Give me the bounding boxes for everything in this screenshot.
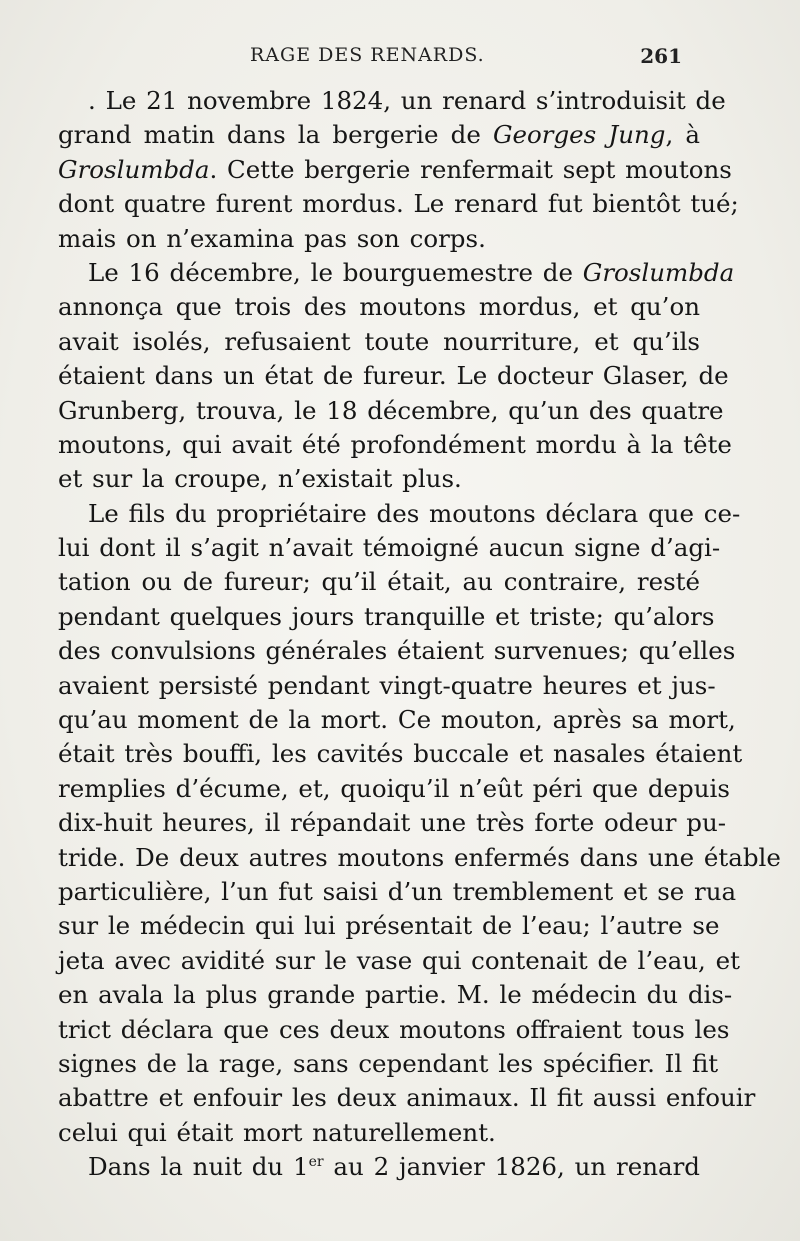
text-segment: lui dont il s’agit n’avait témoigné aucun signe d’agi- (58, 533, 721, 563)
text-line (58, 565, 700, 599)
text-line (58, 978, 733, 1012)
text-segment: des convulsions générales étaient survenues; qu’elles (58, 636, 736, 666)
text-line (58, 703, 736, 737)
text-segment: qu’au moment de la mort. Ce mouton, après sa mort, (58, 705, 736, 735)
text-segment: était très bouffi, les cavités buccale et nasales étaient (58, 739, 743, 769)
italic-name: Groslumbda (58, 154, 210, 184)
text-line (58, 222, 700, 256)
text-segment: tation ou de fureur; qu’il était, au contraire, resté (58, 567, 700, 597)
text-line (58, 909, 720, 943)
text-segment: Le 16 décembre, le bourguemestre de (88, 257, 583, 287)
text-segment: annonça que trois des moutons mordus, et qu’on (58, 292, 700, 322)
text-segment: dix-huit heures, il répandait une très forte odeur pu- (58, 808, 727, 838)
superscript: er (308, 1153, 324, 1170)
text-segment: signes de la rage, sans cependant les spécifier. Il fit (58, 1048, 719, 1078)
text-line (58, 84, 726, 118)
text-line (58, 256, 735, 290)
text-line (58, 153, 732, 187)
text-line (58, 428, 732, 462)
text-line (58, 806, 727, 840)
paragraph (58, 256, 735, 497)
text-segment: avait isolés, refusaient toute nourriture, et qu’ils (58, 326, 700, 356)
text-line (58, 944, 740, 978)
text-line (58, 118, 700, 152)
text-segment: avaient persisté pendant vingt-quatre heures et jus- (58, 670, 716, 700)
text-line (58, 841, 781, 875)
text-line (58, 359, 729, 393)
text-segment: sur le médecin qui lui présentait de l’eau; l’autre se (58, 911, 720, 941)
text-segment: jeta avec avidité sur le vase qui contenait de l’eau, et (58, 945, 740, 975)
text-segment: pendant quelques jours tranquille et triste; qu’alors (58, 601, 715, 631)
text-line (58, 737, 743, 771)
text-segment: grand matin dans la bergerie de (58, 120, 493, 150)
text-segment: mais on n’examina pas son corps. (58, 223, 486, 253)
running-title: RAGE DES RENARDS. (250, 44, 485, 66)
text-line (58, 1150, 700, 1184)
paragraph (58, 1150, 700, 1184)
text-line (58, 290, 700, 324)
text-line (58, 187, 739, 221)
text-line (58, 1081, 756, 1115)
text-line (58, 462, 700, 496)
text-line (58, 325, 700, 359)
text-segment: étaient dans un état de fureur. Le docteur Glaser, de (58, 361, 729, 391)
text-segment: , à (665, 120, 700, 150)
text-line (58, 875, 737, 909)
italic-name: Georges Jung (492, 120, 666, 150)
text-line (58, 531, 721, 565)
text-line (58, 1013, 730, 1047)
italic-name: Groslumbda (582, 257, 735, 287)
text-segment: Grunberg, trouva, le 18 décembre, qu’un des quatre (58, 395, 724, 425)
text-line (58, 634, 736, 668)
text-line (58, 600, 715, 634)
text-segment: moutons, qui avait été profondément mordu à la tête (58, 429, 732, 459)
paragraph (58, 497, 781, 1150)
text-segment: tride. De deux autres moutons enfermés dans une étable (58, 842, 781, 872)
text-segment: particulière, l’un fut saisi d’un tremblement et se rua (58, 876, 737, 906)
text-segment: dont quatre furent mordus. Le renard fut bientôt tué; (58, 189, 739, 219)
text-segment: Le fils du propriétaire des moutons déclara que ce- (88, 498, 741, 528)
page-number: 261 (640, 44, 682, 68)
text-segment: remplies d’écume, et, quoiqu’il n’eût péri que depuis (58, 773, 730, 803)
text-segment: au 2 janvier 1826, un renard (323, 1152, 700, 1182)
text-segment: abattre et enfouir les deux animaux. Il fit aussi enfouir (58, 1083, 756, 1113)
text-segment: . Cette bergerie renfermait sept moutons (209, 154, 732, 184)
text-line (58, 1116, 700, 1150)
paragraph (58, 84, 739, 256)
text-segment: celui qui était mort naturellement. (58, 1117, 496, 1147)
text-segment: trict déclara que ces deux moutons offraient tous les (58, 1014, 730, 1044)
text-line (58, 772, 730, 806)
text-line (58, 669, 716, 703)
text-line (58, 1047, 719, 1081)
text-segment: en avala la plus grande partie. M. le médecin du dis- (58, 980, 733, 1010)
text-segment: et sur la croupe, n’existait plus. (58, 464, 462, 494)
text-segment: . Le 21 novembre 1824, un renard s’introduisit de (88, 86, 726, 115)
text-line (58, 394, 724, 428)
text-segment: Dans la nuit du 1 (88, 1152, 309, 1182)
page-header (82, 44, 682, 80)
body-text (58, 84, 781, 1185)
text-line (58, 497, 741, 531)
